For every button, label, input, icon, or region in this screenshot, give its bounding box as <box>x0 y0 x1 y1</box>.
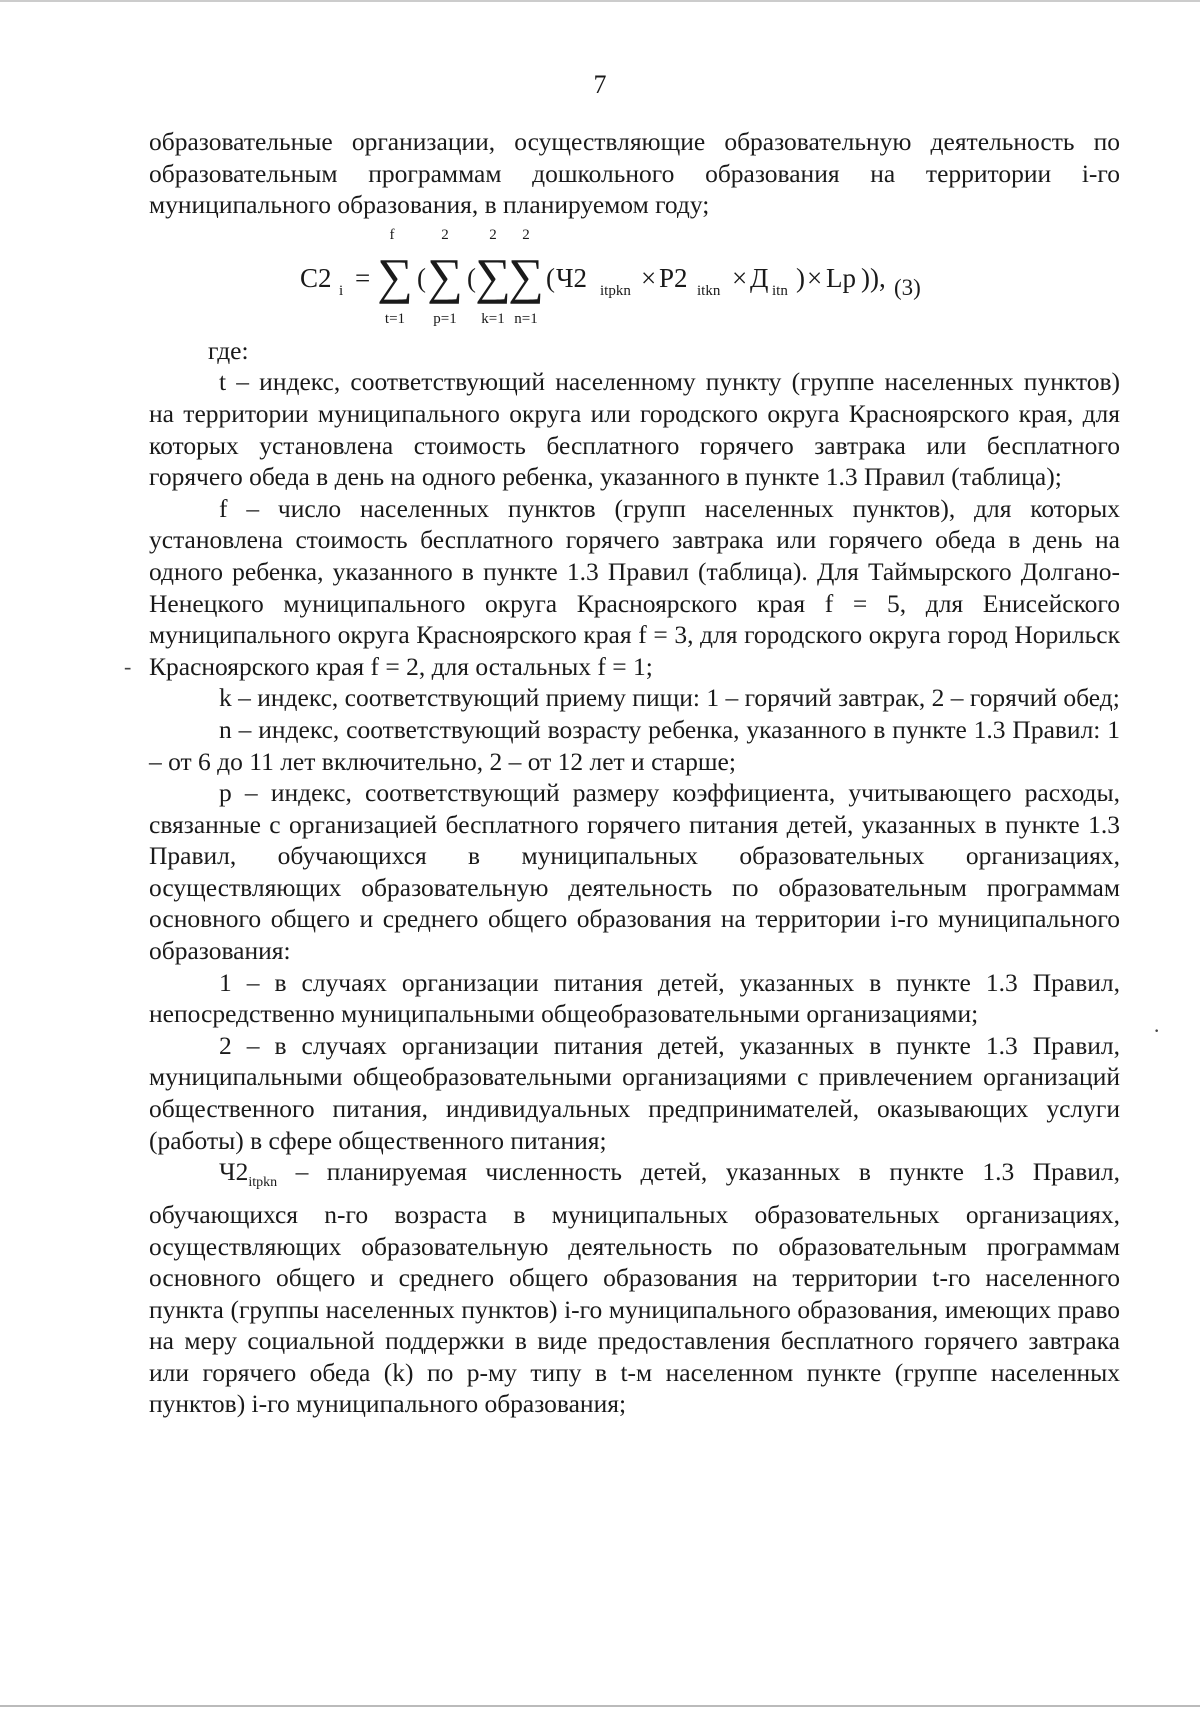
definition-ch2-symbol: Ч2 <box>219 1157 249 1187</box>
sum4-sigma: ∑ <box>508 247 544 304</box>
scan-bottom-edge <box>0 1705 1200 1707</box>
document-body <box>149 126 1120 1420</box>
definition-ch2-subscript: itpkn <box>248 1175 278 1191</box>
sum1-sigma: ∑ <box>377 247 413 304</box>
sum4-lower-limit: n=1 <box>514 310 538 327</box>
definition-ch2-text: – планируемая численность детей, указанных в пункте 1.3 Правил, обучающихся n-го возраста в муниципальных образовательных организациях, осуществляющих образовательную деятельность по образовательным программам основного общего и среднего общего образования на территории t-го населенного пункта (группы населенных пунктов) i-го муниципального образования, имеющих право на меру социальной поддержки в виде предоставления бесплатного горячего завтрака или горячего обеда (k) по p-му типу в t-м населенном пункте (группе населенных пунктов) i-го муниципального образования; <box>149 1157 1120 1419</box>
term-d-sub: itn <box>772 282 788 299</box>
term-ch2: Ч2 <box>556 262 588 293</box>
paren-open-2: ( <box>467 262 476 293</box>
definition-p-2: 2 – в случаях организации питания детей, указанных в пункте 1.3 Правил, муниципальными общеобразовательными организациями с привлечением организаций общественного питания, индивидуальных предпринимателей, оказывающих услуги (работы) в сфере общественного питания; <box>149 1030 1120 1155</box>
margin-dot-mark: · <box>1153 1018 1161 1043</box>
formula-3 <box>149 221 1120 327</box>
times-2: × <box>732 262 748 293</box>
sum3-lower-limit: k=1 <box>481 310 505 327</box>
definition-ch2 <box>149 1156 1120 1420</box>
term-ch2-sub: itpkn <box>600 282 631 299</box>
sum3-upper-limit: 2 <box>489 226 497 243</box>
formula-equals: = <box>355 262 371 293</box>
sum1-upper-limit: f <box>389 226 395 243</box>
times-3: × <box>807 262 823 293</box>
paren-open-1: ( <box>417 262 426 293</box>
sum2-sigma: ∑ <box>427 247 463 304</box>
formula-svg <box>149 221 1120 327</box>
where-label: где: <box>208 335 249 365</box>
definition-k: k – индекс, соответствующий приему пищи: 1 – горячий завтрак, 2 – горячий обед; <box>219 683 1120 713</box>
margin-dash-mark: - <box>124 654 132 679</box>
term-r2-sub: itkn <box>697 282 721 299</box>
definition-p: p – индекс, соответствующий размеру коэффициента, учитывающего расходы, связанные с организацией бесплатного горячего питания детей, указанных в пункте 1.3 Правил, обучающихся в муниципальных образовательных организациях, осуществляющих образовательную деятельность по образовательным программам основного общего и среднего общего образования на территории i-го муниципального образования: <box>149 778 1120 966</box>
paren-open-3: ( <box>546 262 555 293</box>
definition-p-1: 1 – в случаях организации питания детей, указанных в пункте 1.3 Правил, непосредственно муниципальными общеобразовательными организациями; <box>149 967 1120 1029</box>
scan-top-edge <box>0 0 1200 2</box>
formula-lhs: С2 <box>300 262 332 293</box>
sum3-sigma: ∑ <box>475 247 511 304</box>
paren-close-3: ) <box>796 262 805 293</box>
formula-lhs-sub: i <box>339 282 344 299</box>
formula-number: (3) <box>894 274 921 300</box>
term-r2: Р2 <box>659 262 688 293</box>
term-d: Д <box>750 262 769 293</box>
sum2-upper-limit: 2 <box>441 226 449 243</box>
sum1-lower-limit: t=1 <box>384 310 406 327</box>
page-number: 7 <box>593 70 607 99</box>
definition-t: t – индекс, соответствующий населенному пункту (группе населенных пунктов) на территории муниципального округа или городского округа Красноярского края, для которых установлена стоимость бесплатного горячего завтрака или бесплатного горячего обеда в день на одного ребенка, указанного в пункте 1.3 Правил (таблица); <box>149 367 1120 492</box>
sum4-upper-limit: 2 <box>522 226 530 243</box>
closing-parens: )), <box>861 262 886 293</box>
times-1: × <box>641 262 657 293</box>
definition-n: n – индекс, соответствующий возрасту ребенка, указанного в пункте 1.3 Правил: 1 – от 6 до 11 лет включительно, 2 – от 12 лет и старше; <box>149 714 1120 776</box>
intro-paragraph: образовательные организации, осуществляющие образовательную деятельность по образовательным программам дошкольного образования на территории i-го муниципального образования, в планируемом году; <box>149 127 1120 220</box>
definition-f: f – число населенных пунктов (групп населенных пунктов), для которых установлена стоимость бесплатного горячего завтрака или горячего обеда в день на одного ребенка, указанного в пункте 1.3 Правил (таблица). Для Таймырского Долгано-Ненецкого муниципального округа Красноярского края f = 5, для Енисейского муниципального округа Красноярского края f = 3, для городского округа город Норильск Красноярского края f = 2, для остальных f = 1; <box>149 493 1120 681</box>
sum2-lower-limit: p=1 <box>433 310 457 327</box>
term-lp: Lp <box>826 262 856 293</box>
